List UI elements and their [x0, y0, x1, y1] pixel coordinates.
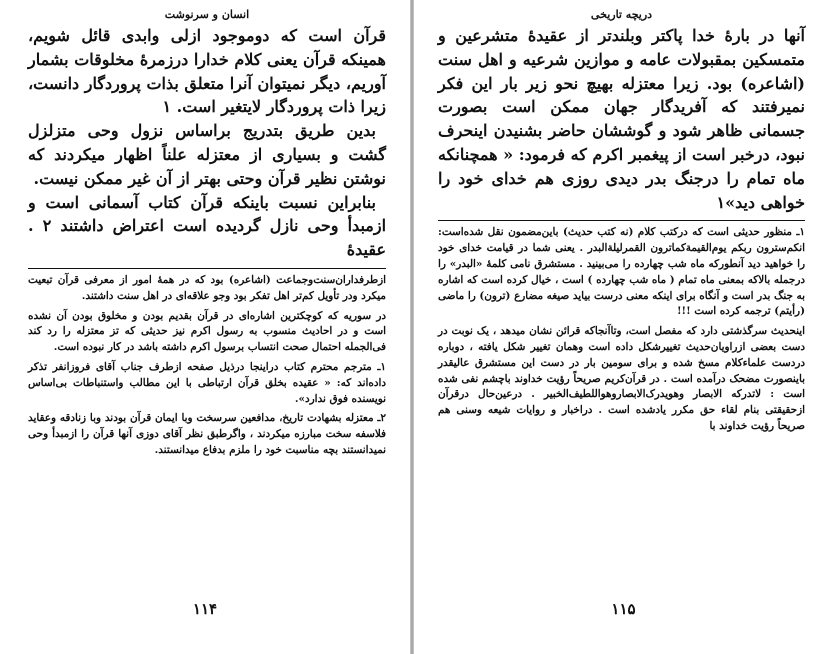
- footnote: ۱ـ مترجم محترم کتاب دراینجا درذیل صفحه ازطرف جناب آقای فروزانفر تذکر داده‌اند که: « عقیده بخلق قرآن ارتباطی با این مطالب واستنباطات بی‌اساس نویسنده فوق ندارد».: [28, 360, 386, 405]
- main-text: [28, 24, 386, 262]
- paragraph: قرآن است که دوموجود ازلی وابدی قائل شویم، همینکه قرآن یعنی کلام خدارا درزمرهٔ مخلوقات بشمار آوریم، دیگر نمیتوان آنرا متعلق بذات پروردگار دانست، زیرا ذات پروردگار لایتغیر است. ۱: [28, 26, 386, 117]
- footnote-divider: [28, 268, 386, 269]
- footnote: ۱ـ منظور حدیثی است که درکتب کلام (نه کتب حدیث) باین‌مضمون نقل شده‌است: انکم‌سترون ربکم یوم‌القیمة‌کماترون القمرلیلة‌البدر . یعنی شما در قیامت خدای خود را خواهید دید آنطورکه ماه شب چهارده را می‌بینید . مستشرق نامی کلمهٔ «البدر» را درجمله بالاکه بمعنی ماه تمام ( ماه شب چهارده ) است ، خیال کرده است که اشاره به جنگ بدر است و آنگاه برای اینکه معنی درست بیاید صیغه مضارع (ترون) را ماضی (رأیتم) ترجمه کرده است !!!: [438, 226, 805, 318]
- footnotes: [438, 225, 805, 434]
- running-header: انسان و سرنوشت: [164, 8, 250, 21]
- main-text: [438, 24, 805, 214]
- footnote: ازطرفداران‌سنت‌وجماعت (اشاعره) بود که در همهٔ امور از معرفی قرآن تبعیت میکرد ودر تأویل کم‌تر اهل تفکر بود وجو علاقه‌ای در اهل سنت داشتند.: [28, 273, 386, 302]
- page-number: ۱۱۴: [192, 600, 218, 618]
- footnote: در سوریه که کوچکترین اشاره‌ای در قرآن بقدیم بودن و مخلوق بودن آن نشده است و در احادیث منسوب به رسول اکرم نیز حدیثی که تز معتزله را رد کند فی‌الجمله احتمال صحت انتساب برسول اکرم داشته باشد در کار نبوده است.: [28, 309, 386, 354]
- right-page: [414, 0, 833, 654]
- footnote: اینحدیث سرگذشتی دارد که مفصل است، وتاآنجاکه قرائن نشان میدهد ، یک نوبت در دست بعضی ازراویان‌حدیث تغییرشکل داده است وهمان تغییر شکل یافته ، دوباره دردست علماءکلام مسخ شده و برای سومین بار در دست این مستشرق عالیقدر باینصورت مضحک درآمده است . در قرآن‌کریم صریحاً رؤیت خداوند باچشم نفی شده است : لاتدرکه الابصار وهویدرک‌الابصاروهواللطیف‌الخبیر . درعین‌حال درقرآن ازحقیقتی بنام لقاء حق مکرر یادشده است . دراخبار و روایات شیعه وسنی هم صریحاً رؤیت خداوند با: [438, 325, 805, 432]
- footnote: ۲ـ معتزله بشهادت تاریخ‌، مدافعین سرسخت وبا ایمان قرآن بودند وبا زنادقه وعقاید فلاسفه سخت مبارزه میکردند ، واگرطبق نظر آقای دوزی آنها قرآن را ازمبدأ وحی نمیدانستند بچه مناسبت خود را ملزم بدفاع میدانستند.: [28, 412, 386, 456]
- paragraph: بنابراین نسبت باینکه قرآن کتاب آسمانی است و ازمبدأ وحی نازل گردیده است اعتراض داشتند ۲ . عقیدهٔ: [28, 192, 387, 260]
- running-header: دریچه تاریخی: [590, 8, 653, 21]
- footnotes: [28, 273, 386, 459]
- footnote-divider: [438, 220, 805, 221]
- paragraph: بدین طریق بتدریج براساس نزول وحی متزلزل گشت و بسیاری از معتزله علناً اظهار میکردند که نوشتن نظیر قرآن وحتی بهتر از آن غیر ممکن نیست.: [28, 121, 386, 188]
- left-page: [0, 0, 410, 654]
- paragraph: آنها در بارهٔ خدا پاکتر وبلندتر از عقیدهٔ متشرعین و متمسکین بمقبولات عامه و موازین شرعیه و اهل سنت (اشاعره) بود. زیرا معتزله بهیچ نحو زیر بار این فکر نمیرفتند که آفریدگار جهان ممکن است بصورت جسمانی ظاهر شود و گوششان حاضر بشنیدن اینحرف نبود، درخبر است از پیغمبر اکرم که فرمود: « همچنانکه ماه تمام را درجنگ بدر دیدی روزی هم خدای خود را خواهی دید»۱: [438, 26, 805, 212]
- page-number: ۱۱۵: [611, 600, 636, 618]
